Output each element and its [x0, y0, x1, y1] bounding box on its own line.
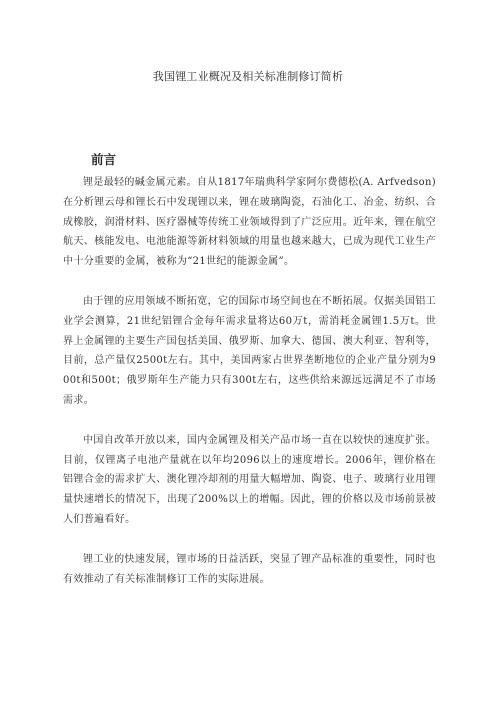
section-heading: 前言 — [91, 152, 117, 167]
paragraph: 锂工业的快速发展，锂市场的日益活跃，突显了锂产品标准的重要性，同时也有效推动了有关标准制修订工作的实际进展。 — [63, 553, 436, 585]
paragraph: 锂是最轻的碱金属元素。自从1817年瑞典科学家阿尔费德松(A. Arfvedson)在分析锂云母和锂长石中发现锂以来，锂在玻璃陶瓷，石油化工、冶金、纺织、合成橡胶，润滑材料、医疗器械等传统工业领域得到了广泛应用。近年来，锂在航空航天、核能发电、电池能源等新材料领域的用量也越来越大，已成为现代工业生产中十分重要的金属，被称为“21世纪的能源金属”。 — [63, 177, 436, 268]
document-body — [63, 173, 436, 609]
paragraph: 中国自改革开放以来，国内金属锂及相关产品市场一直在以较快的速度扩张。目前，仅锂离子电池产量就在以年均2096以上的速度增长。2006年，锂价格在铝锂合金的需求扩大、澳化锂冷却剂的用量大幅增加、陶瓷、电子、玻璃行业用锂量快速增长的情况下，出现了200%以上的增幅。因此，锂的价格以及市场前景被人们普遍看好。 — [63, 434, 436, 525]
document-title: 我国锂工业概况及相关标准制修订简析 — [152, 70, 344, 83]
paragraph: 由于锂的应用领域不断拓宽，它的国际市场空间也在不断拓展。仅据美国铝工业学会测算，21世纪铝锂合金每年需求量将达60万t，需消耗金属锂1.5万t。世界上金属锂的主要生产国包括美国、俄罗斯、加拿大、德国、澳大利亚、智利等，目前，总产量仅2500t左右。其中，美国两家占世界垄断地位的企业产量分别为900t和500t；俄罗斯年生产能力只有300t左右，这些供给来源远远满足不了市场需求。 — [63, 295, 436, 406]
